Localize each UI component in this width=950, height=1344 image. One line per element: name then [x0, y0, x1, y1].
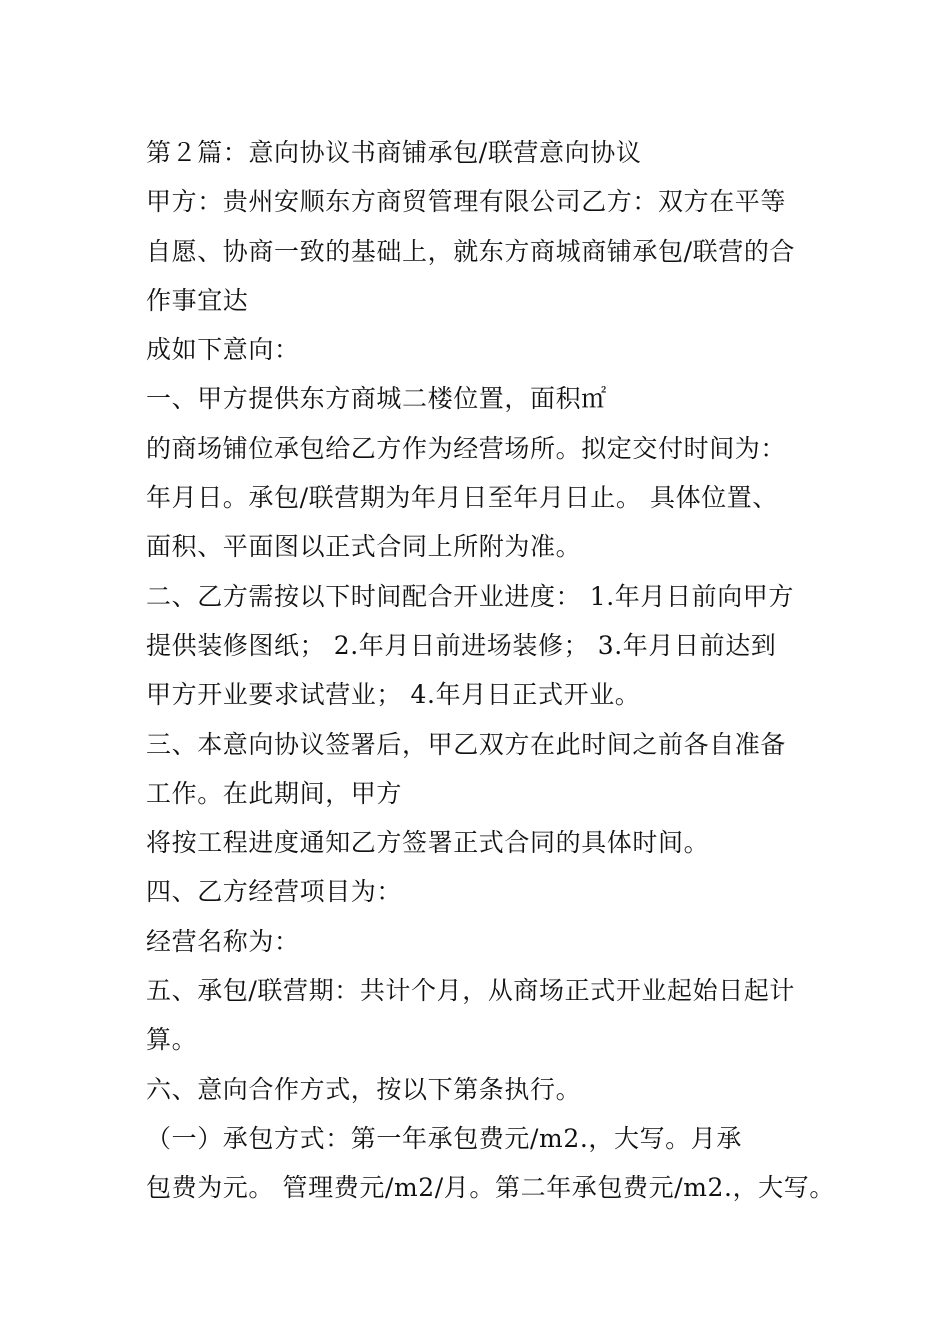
clause-2: 二、乙方需按以下时间配合开业进度： 1.年月日前向甲方: [146, 581, 795, 611]
text-line: 工作。在此期间，甲方: [146, 778, 403, 808]
text-line: 作事宜达: [146, 285, 249, 315]
text-line: 将按工程进度通知乙方签署正式合同的具体时间。: [146, 828, 710, 858]
clause-4: 四、乙方经营项目为：: [146, 877, 403, 907]
text-line: 面积、平面图以正式合同上所附为准。: [146, 532, 582, 562]
clause-6: 六、意向合作方式，按以下第条执行。: [146, 1074, 582, 1104]
clause-3: 三、本意向协议签署后，甲乙双方在此时间之前各自准备: [146, 729, 787, 759]
document-body: [146, 128, 836, 1213]
document-title: 第２篇：意向协议书商铺承包/联营意向协议: [146, 138, 642, 167]
text-line: 包费为元。 管理费元/m2/月。第二年承包费元/m2.，大写。: [146, 1173, 835, 1203]
text-line: 成如下意向：: [146, 335, 300, 365]
text-line: 甲方开业要求试营业； 4.年月日正式开业。: [146, 680, 641, 710]
text-line: 算。: [146, 1025, 198, 1055]
clause-5: 五、承包/联营期：共计个月，从商场正式开业起始日起计: [146, 976, 796, 1006]
text-line: 的商场铺位承包给乙方作为经营场所。拟定交付时间为：: [146, 433, 787, 463]
text-line: 自愿、协商一致的基础上，就东方商城商铺承包/联营的合: [146, 236, 796, 266]
text-line: 甲方：贵州安顺东方商贸管理有限公司乙方：双方在平等: [146, 187, 787, 217]
text-line: 提供装修图纸； 2.年月日前进场装修； 3.年月日前达到: [146, 630, 777, 660]
clause-1: 一、甲方提供东方商城二楼位置，面积㎡: [146, 384, 607, 414]
text-line: 经营名称为：: [146, 926, 300, 956]
sub-clause-1: （一）承包方式：第一年承包费元/m2.，大写。月承: [146, 1123, 742, 1153]
text-line: 年月日。承包/联营期为年月日至年月日止。 具体位置、: [146, 483, 778, 513]
